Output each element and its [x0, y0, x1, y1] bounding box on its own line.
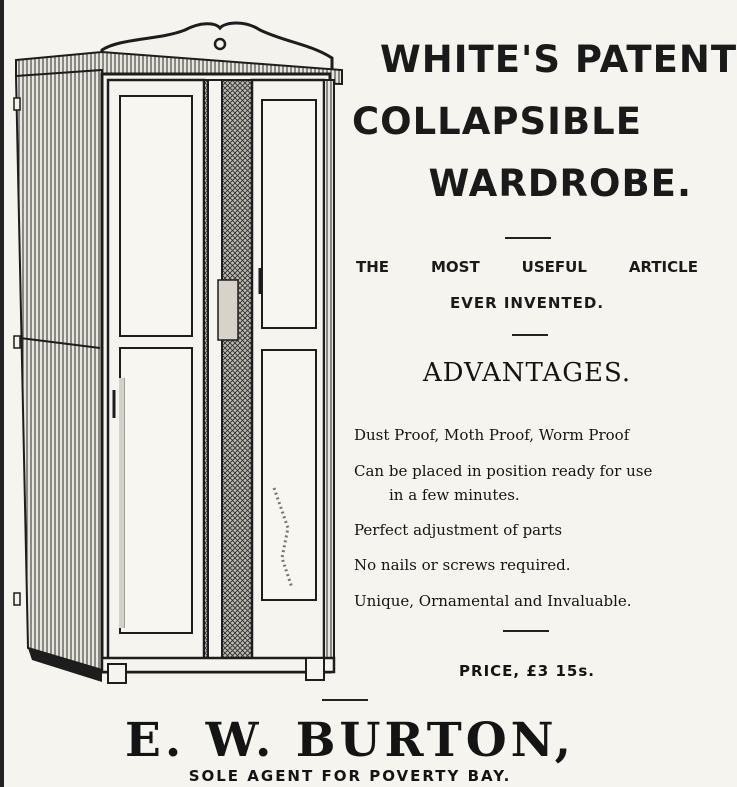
advantages-title: ADVANTAGES. — [422, 358, 632, 388]
agent-line: SOLE AGENT FOR POVERTY BAY. — [188, 767, 512, 785]
divider-rule — [505, 237, 551, 239]
advantage-item: in a few minutes. — [389, 486, 520, 504]
headline-line-3: WARDROBE. — [428, 162, 692, 205]
wardrobe-illustration — [10, 18, 350, 683]
divider-rule — [512, 334, 548, 336]
advantage-item: Dust Proof, Moth Proof, Worm Proof — [354, 426, 630, 444]
headline-line-2: COLLAPSIBLE — [352, 100, 642, 143]
tagline-line-1 — [356, 258, 698, 276]
divider-rule — [322, 699, 368, 701]
tagline-line-2: EVER INVENTED. — [449, 294, 605, 312]
advantage-item: Unique, Ornamental and Invaluable. — [354, 592, 632, 610]
advantage-item: No nails or screws required. — [354, 556, 571, 574]
advantage-item: Can be placed in position ready for use — [354, 462, 653, 480]
headline-line-1: WHITE'S PATENT — [380, 38, 737, 81]
tagline-word: MOST — [431, 258, 480, 276]
price: PRICE, £3 15s. — [459, 662, 595, 680]
left-border-rule — [0, 0, 4, 787]
tagline-word: USEFUL — [521, 258, 587, 276]
advantage-item: Perfect adjustment of parts — [354, 521, 563, 539]
tagline-word: THE — [356, 258, 390, 276]
tagline-word: ARTICLE — [628, 258, 698, 276]
merchant-name: E. W. BURTON, — [125, 713, 575, 768]
divider-rule — [503, 630, 549, 632]
